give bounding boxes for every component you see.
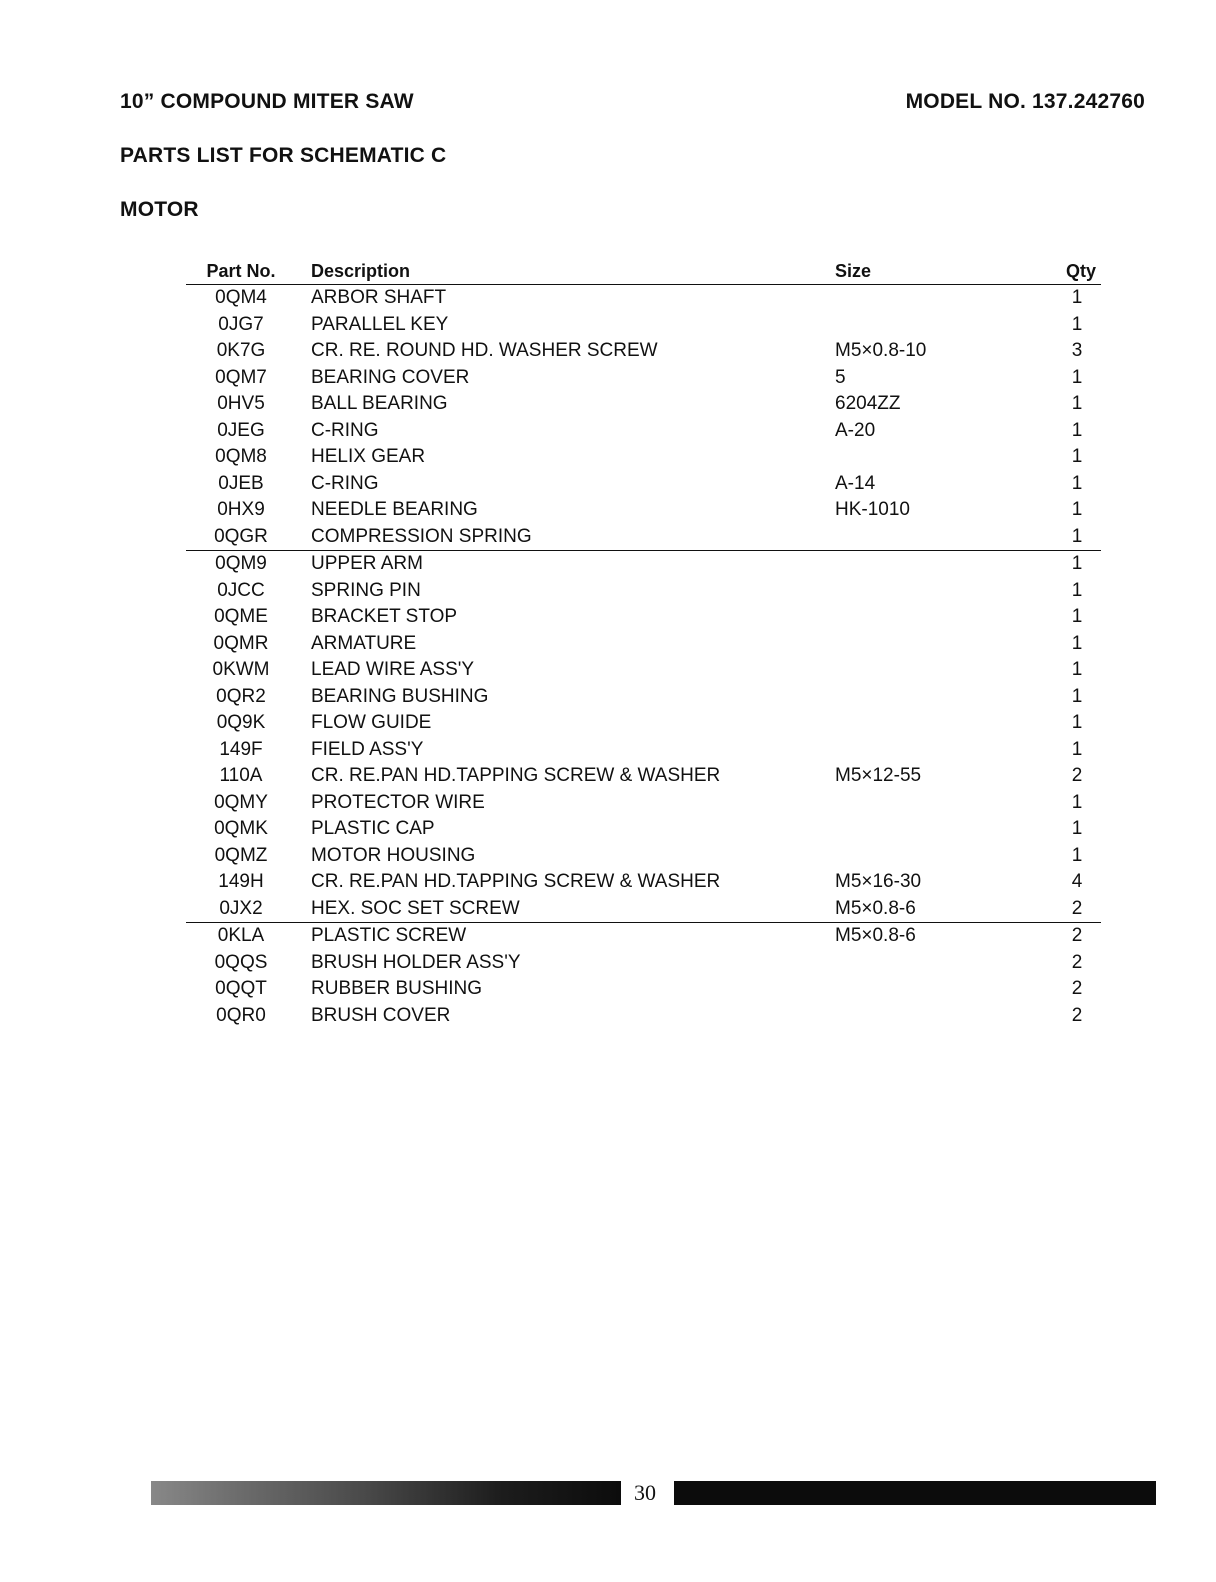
description-cell: CR. RE.PAN HD.TAPPING SCREW & WASHER [311, 765, 721, 786]
description-cell: BALL BEARING [311, 393, 448, 414]
part-number-cell: 0JX2 [219, 897, 263, 919]
qty-cell: 1 [1071, 579, 1083, 601]
part-number-cell: 0KWM [212, 659, 270, 680]
size-cell: A-20 [835, 419, 876, 441]
qty-cell: 1 [1071, 659, 1083, 680]
description-cell: PROTECTOR WIRE [311, 791, 485, 813]
qty-cell: 1 [1071, 712, 1083, 733]
table-row [186, 950, 1101, 977]
table-row [186, 365, 1101, 392]
qty-cell: 1 [1071, 419, 1083, 441]
description-cell: LEAD WIRE ASS'Y [311, 659, 475, 680]
description-cell: BRUSH HOLDER ASS'Y [311, 951, 521, 973]
table-row [186, 391, 1101, 418]
part-number-cell: 0QMY [214, 791, 268, 813]
description-cell: UPPER ARM [311, 553, 423, 574]
part-number-cell: 0QQT [215, 978, 267, 999]
qty-cell: 1 [1071, 632, 1083, 654]
qty-cell: 1 [1071, 393, 1083, 414]
qty-cell: 1 [1071, 366, 1083, 388]
part-number-cell: 0QMK [214, 818, 268, 839]
description-cell: SPRING PIN [311, 579, 421, 601]
table-row [186, 737, 1101, 764]
size-cell: M5×0.8-6 [835, 897, 916, 919]
size-cell: M5×0.8-10 [835, 340, 927, 361]
table-row [186, 923, 1101, 950]
column-header-qty: Qty [1065, 261, 1096, 281]
parts-list-subtitle: PARTS LIST FOR SCHEMATIC C [120, 144, 447, 167]
table-body [186, 285, 1101, 1029]
qty-cell: 1 [1071, 553, 1083, 574]
model-number: MODEL NO. 137.242760 [905, 90, 1145, 113]
description-cell: CR. RE.PAN HD.TAPPING SCREW & WASHER [311, 871, 721, 892]
part-number-cell: 0K7G [216, 340, 266, 361]
qty-cell: 1 [1071, 844, 1083, 866]
part-number-cell: 0QMR [213, 632, 269, 654]
table-row [186, 1003, 1101, 1030]
size-cell: 5 [835, 366, 846, 388]
description-cell: RUBBER BUSHING [311, 978, 483, 999]
qty-cell: 1 [1071, 738, 1083, 760]
table-row [186, 471, 1101, 498]
description-cell: NEEDLE BEARING [311, 499, 478, 520]
description-cell: BRACKET STOP [311, 606, 458, 627]
part-number-cell: 0JCC [217, 579, 265, 601]
part-number-cell: 149H [218, 871, 264, 892]
qty-cell: 2 [1071, 925, 1083, 946]
part-number-cell: 0QQS [214, 951, 268, 973]
description-cell: PARALLEL KEY [311, 313, 449, 335]
table-row [186, 896, 1101, 924]
description-cell: FIELD ASS'Y [311, 738, 424, 760]
part-number-cell: 0QM7 [215, 366, 267, 388]
section-title: MOTOR [120, 198, 199, 221]
description-cell: BEARING BUSHING [311, 685, 489, 707]
description-cell: HEX. SOC SET SCREW [311, 897, 520, 919]
parts-table [186, 258, 1101, 1029]
qty-cell: 1 [1071, 287, 1083, 308]
qty-cell: 2 [1071, 978, 1083, 999]
table-row [186, 816, 1101, 843]
part-number-cell: 0QGR [214, 525, 268, 547]
size-cell: M5×16-30 [835, 871, 922, 892]
description-cell: COMPRESSION SPRING [311, 525, 532, 547]
table-row [186, 338, 1101, 365]
qty-cell: 1 [1071, 818, 1083, 839]
size-cell: HK-1010 [835, 499, 910, 520]
size-cell: A-14 [835, 472, 876, 494]
qty-cell: 2 [1071, 951, 1083, 973]
qty-cell: 1 [1071, 791, 1083, 813]
column-header-part-no: Part No. [206, 261, 276, 281]
table-row [186, 657, 1101, 684]
part-number-cell: 0Q9K [216, 712, 266, 733]
part-number-cell: 0QMZ [214, 844, 268, 866]
part-number-cell: 149F [219, 738, 263, 760]
description-cell: BRUSH COVER [311, 1004, 451, 1026]
qty-cell: 4 [1071, 871, 1083, 892]
table-row [186, 444, 1101, 471]
description-cell: C-RING [311, 419, 379, 441]
page-number: 30 [634, 1480, 656, 1505]
qty-cell: 1 [1071, 525, 1083, 547]
size-cell: 6204ZZ [835, 393, 901, 414]
qty-cell: 1 [1071, 606, 1083, 627]
table-row [186, 551, 1101, 578]
table-row [186, 578, 1101, 605]
description-cell: MOTOR HOUSING [311, 844, 476, 866]
part-number-cell: 0QM4 [215, 287, 267, 308]
table-row [186, 684, 1101, 711]
description-cell: BEARING COVER [311, 366, 470, 388]
footer-bar-left [151, 1481, 621, 1505]
footer-bar-right [674, 1481, 1156, 1505]
qty-cell: 1 [1071, 472, 1083, 494]
table-row [186, 497, 1101, 524]
qty-cell: 1 [1071, 499, 1083, 520]
table-row [186, 285, 1101, 312]
size-cell: M5×12-55 [835, 765, 922, 786]
column-header-description: Description [311, 261, 411, 281]
part-number-cell: 0QME [214, 606, 268, 627]
table-row [186, 976, 1101, 1003]
table-row [186, 312, 1101, 339]
description-cell: FLOW GUIDE [311, 712, 432, 733]
part-number-cell: 0JG7 [218, 313, 264, 335]
part-number-cell: 110A [219, 765, 263, 786]
part-number-cell: 0QM8 [215, 446, 267, 467]
column-header-size: Size [835, 261, 872, 281]
table-row [186, 763, 1101, 790]
description-cell: PLASTIC SCREW [311, 925, 467, 946]
table-row [186, 710, 1101, 737]
description-cell: ARBOR SHAFT [311, 287, 447, 308]
description-cell: C-RING [311, 472, 379, 494]
qty-cell: 2 [1071, 897, 1083, 919]
part-number-cell: 0QR0 [216, 1004, 266, 1026]
qty-cell: 1 [1071, 446, 1083, 467]
qty-cell: 1 [1071, 685, 1083, 707]
description-cell: ARMATURE [311, 632, 417, 654]
table-row [186, 631, 1101, 658]
part-number-cell: 0KLA [217, 925, 265, 946]
part-number-cell: 0HV5 [217, 393, 265, 414]
description-cell: CR. RE. ROUND HD. WASHER SCREW [311, 340, 658, 361]
part-number-cell: 0JEB [218, 472, 264, 494]
table-row [186, 524, 1101, 552]
part-number-cell: 0HX9 [217, 499, 265, 520]
document-title: 10” COMPOUND MITER SAW [120, 90, 414, 113]
part-number-cell: 0QM9 [215, 553, 267, 574]
table-row [186, 843, 1101, 870]
qty-cell: 2 [1071, 765, 1083, 786]
description-cell: HELIX GEAR [311, 446, 426, 467]
size-cell: M5×0.8-6 [835, 925, 916, 946]
qty-cell: 2 [1071, 1004, 1083, 1026]
table-row [186, 604, 1101, 631]
description-cell: PLASTIC CAP [311, 818, 435, 839]
table-header [186, 258, 1101, 285]
qty-cell: 3 [1071, 340, 1083, 361]
table-row [186, 790, 1101, 817]
table-row [186, 869, 1101, 896]
qty-cell: 1 [1071, 313, 1083, 335]
table-row [186, 418, 1101, 445]
part-number-cell: 0QR2 [216, 685, 266, 707]
part-number-cell: 0JEG [217, 419, 265, 441]
